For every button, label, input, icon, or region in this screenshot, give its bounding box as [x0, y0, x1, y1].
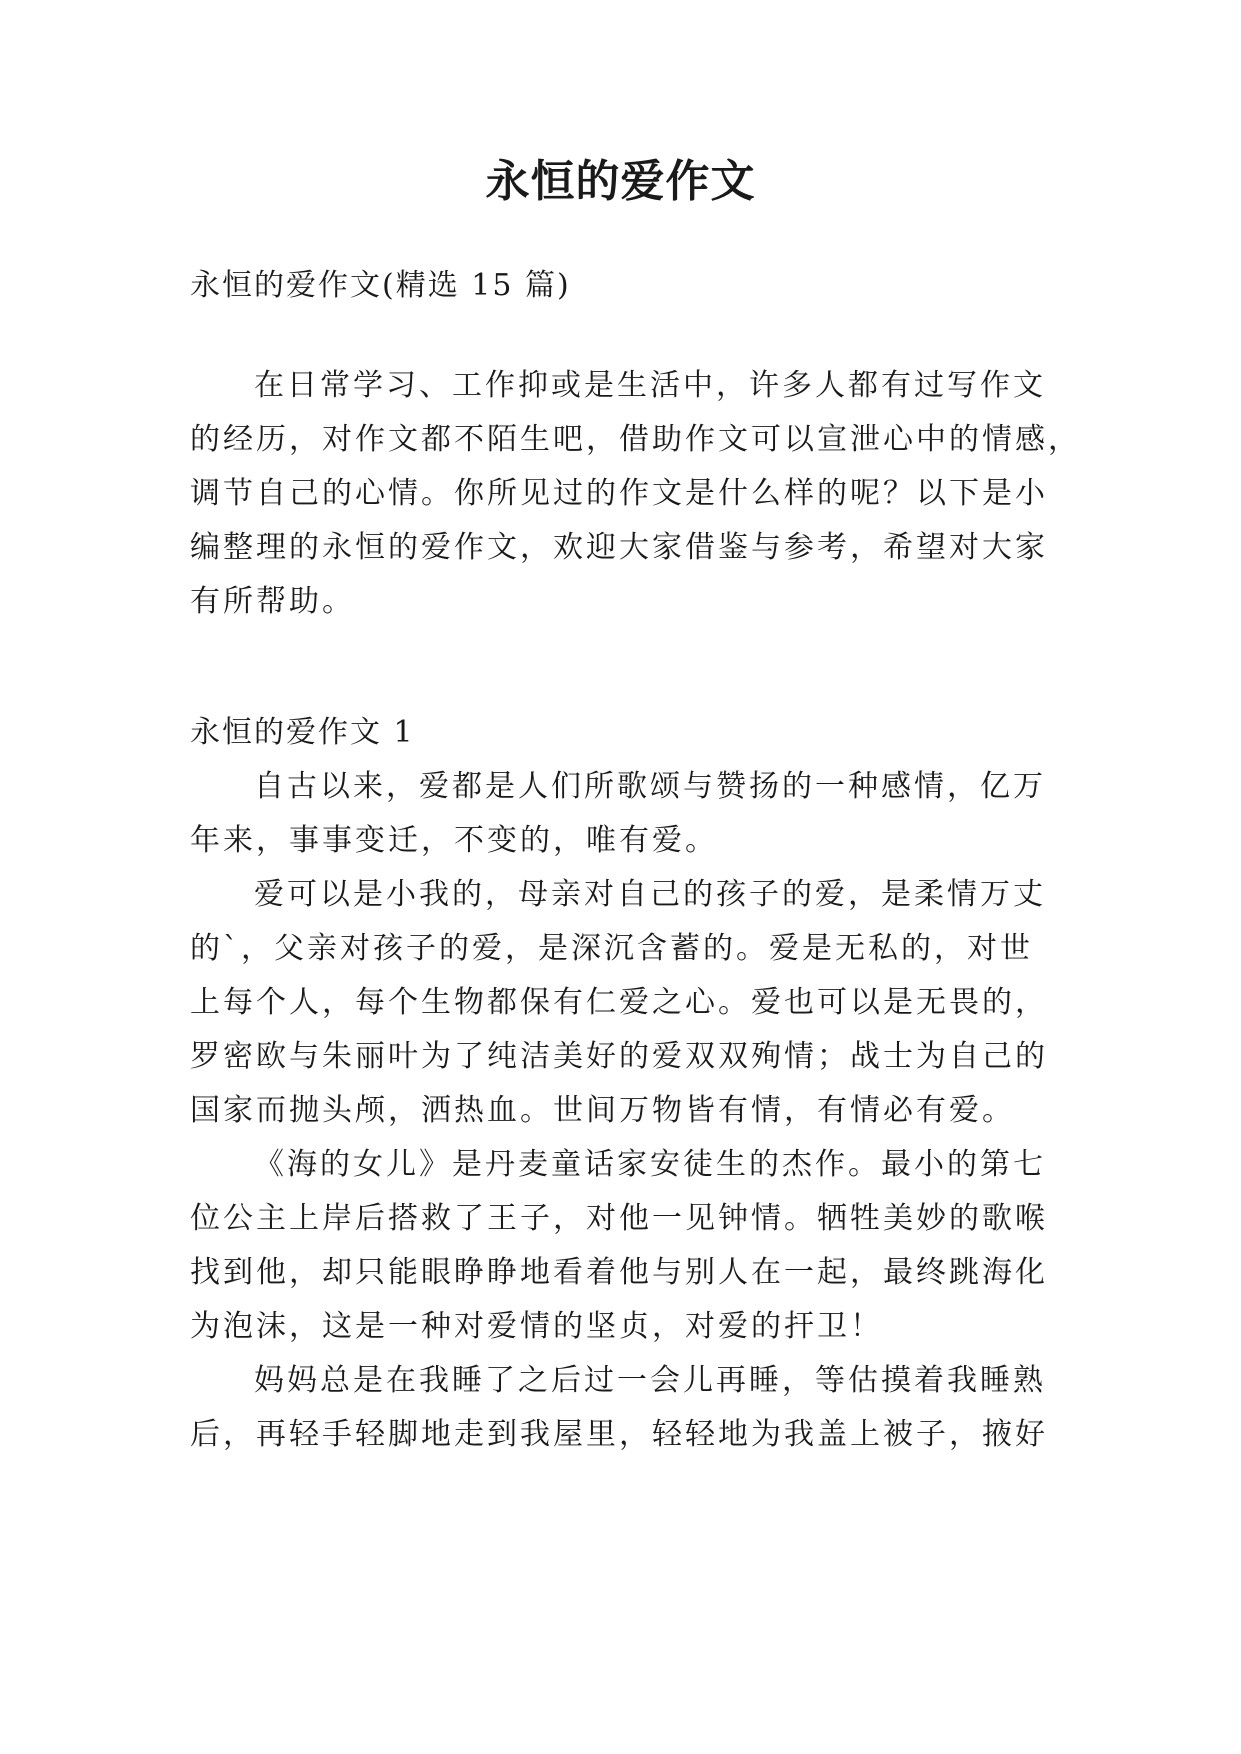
text-line: 在日常学习、工作抑或是生活中，许多人都有过写作文: [254, 368, 1046, 403]
text-line: 自古以来，爱都是人们所歌颂与赞扬的一种感情，亿万: [254, 769, 1046, 804]
text-line: 罗密欧与朱丽叶为了纯洁美好的爱双双殉情；战士为自己的: [190, 1039, 1048, 1074]
text-line: 爱可以是小我的，母亲对自己的孩子的爱，是柔情万丈: [254, 877, 1046, 912]
text-line: 调节自己的心情。你所见过的作文是什么样的呢？以下是小: [190, 476, 1048, 511]
text-line: 年来，事事变迁，不变的，唯有爱。: [190, 823, 718, 858]
text-line: 的经历，对作文都不陌生吧，借助作文可以宣泄心中的情感，: [190, 422, 1081, 457]
text-line: 上每个人，每个生物都保有仁爱之心。爱也可以是无畏的，: [190, 985, 1048, 1020]
text-line: 后，再轻手轻脚地走到我屋里，轻轻地为我盖上被子，掖好: [190, 1417, 1048, 1452]
document-title: 永恒的爱作文: [485, 156, 756, 207]
text-line: 位公主上岸后搭救了王子，对他一见钟情。牺牲美妙的歌喉: [190, 1201, 1048, 1236]
text-line: 为泡沫，这是一种对爱情的坚贞，对爱的扞卫！: [190, 1309, 883, 1344]
text-line: 的`，父亲对孩子的爱，是深沉含蓄的。爱是无私的，对世: [190, 931, 1033, 966]
text-line: 妈妈总是在我睡了之后过一会儿再睡，等估摸着我睡熟: [254, 1363, 1046, 1398]
text-line: 《海的女儿》是丹麦童话家安徒生的杰作。最小的第七: [254, 1147, 1046, 1182]
text-line: 国家而抛头颅，洒热血。世间万物皆有情，有情必有爱。: [190, 1093, 1015, 1128]
text-line: 有所帮助。: [190, 584, 355, 619]
section-heading: 永恒的爱作文 1: [190, 715, 415, 750]
text-line: 找到他，却只能眼睁睁地看着他与别人在一起，最终跳海化: [190, 1255, 1048, 1290]
document-subtitle: 永恒的爱作文(精选 15 篇): [190, 268, 571, 303]
text-line: 编整理的永恒的爱作文，欢迎大家借鉴与参考，希望对大家: [190, 530, 1048, 565]
